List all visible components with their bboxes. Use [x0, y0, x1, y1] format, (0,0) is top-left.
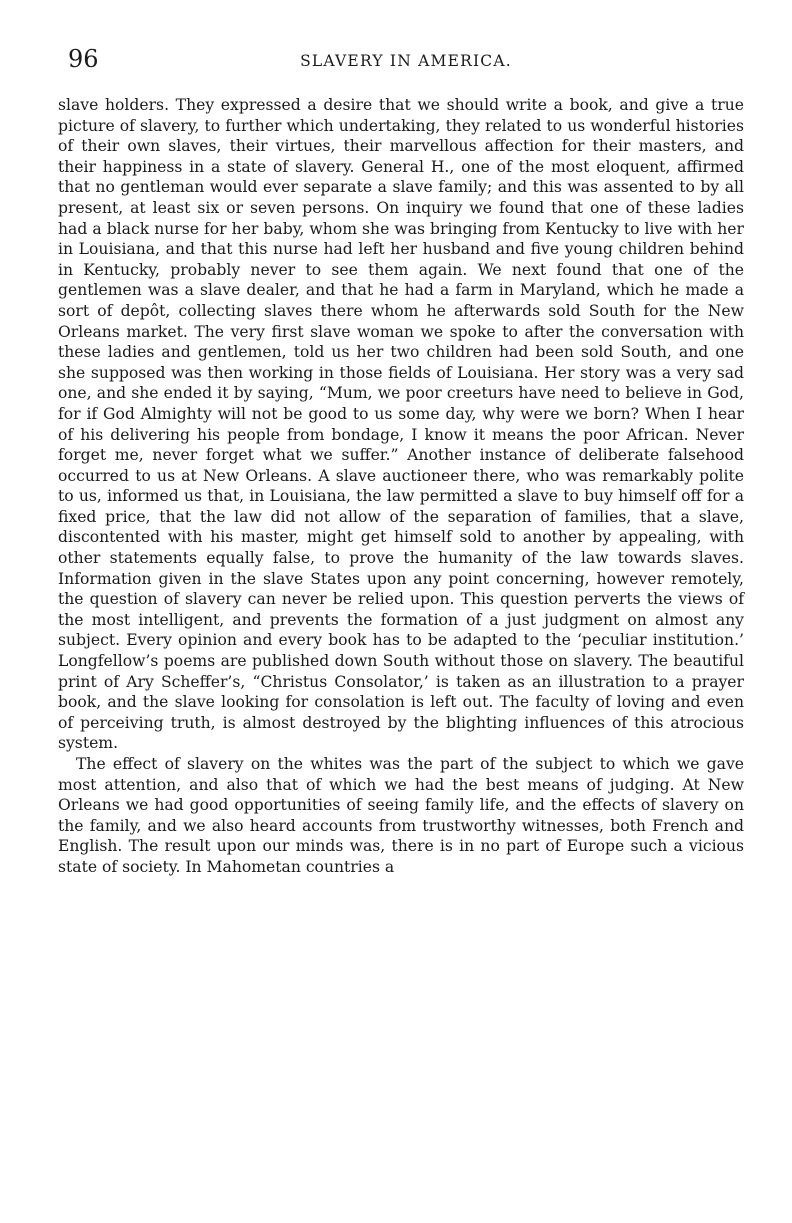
page-header	[68, 44, 744, 78]
running-head: SLAVERY IN AMERICA.	[300, 52, 512, 70]
page-number: 96	[68, 45, 99, 73]
paragraph-1: slave holders. They expressed a desire that we should write a book, and give a true picture of slavery, to further which undertaking, they related to us wonderful histories of their own slaves, their virtues, their marvellous affection for their masters, and their happiness in a state of slavery. General H., one of the most eloquent, affirmed that no gentleman would ever separate a slave family; and this was assented to by all present, at least six or seven persons. On inquiry we found that one of these ladies had a black nurse for her baby, whom she was bringing from Kentucky to live with her in Louisiana, and that this nurse had left her husband and five young children behind in Kentucky, probably never to see them again. We next found that one of the gentlemen was a slave dealer, and that he had a farm in Maryland, which he made a sort of depôt, collecting slaves there whom he afterwards sold South for the New Orleans market. The very first slave woman we spoke to after the conversation with these ladies and gentlemen, told us her two children had been sold South, and one she supposed was then working in those fields of Louisiana. Her story was a very sad one, and she ended it by saying, “Mum, we poor creeturs have need to believe in God, for if God Almighty will not be good to us some day, why were we born? When I hear of his delivering his people from bondage, I know it means the poor African. Never forget me, never forget what we suffer.” Another instance of deliberate falsehood occurred to us at New Orleans. A slave auctioneer there, who was remarkably polite to us, informed us that, in Louisiana, the law permitted a slave to buy himself off for a fixed price, that the law did not allow of the separation of families, that a slave, discontented with his master, might get himself sold to another by appealing, with other statements equally false, to prove the humanity of the law towards slaves. Information given in the slave States upon any point concerning, however remotely, the question of slavery can never be relied upon. This question perverts the views of the most intelligent, and prevents the formation of a just judgment on almost any subject. Every opinion and every book has to be adapted to the ‘peculiar institution.’ Longfellow’s poems are published down South without those on slavery. The beautiful print of Ary Scheffer’s, “Christus Consolator,’ is taken as an illustration to a prayer book, and the slave looking for consolation is left out. The faculty of loving and even of perceiving truth, is almost destroyed by the blighting influences of this atrocious system.	[58, 96, 744, 753]
body-text	[58, 95, 744, 878]
paragraph-2: The effect of slavery on the whites was the part of the subject to which we gave most attention, and also that of which we had the best means of judging. At New Orleans we had good opportunities of seeing family life, and the effects of slavery on the family, and we also heard accounts from trustworthy witnesses, both French and English. The result upon our minds was, there is in no part of Europe such a vicious state of society. In Mahometan countries a	[58, 755, 744, 876]
